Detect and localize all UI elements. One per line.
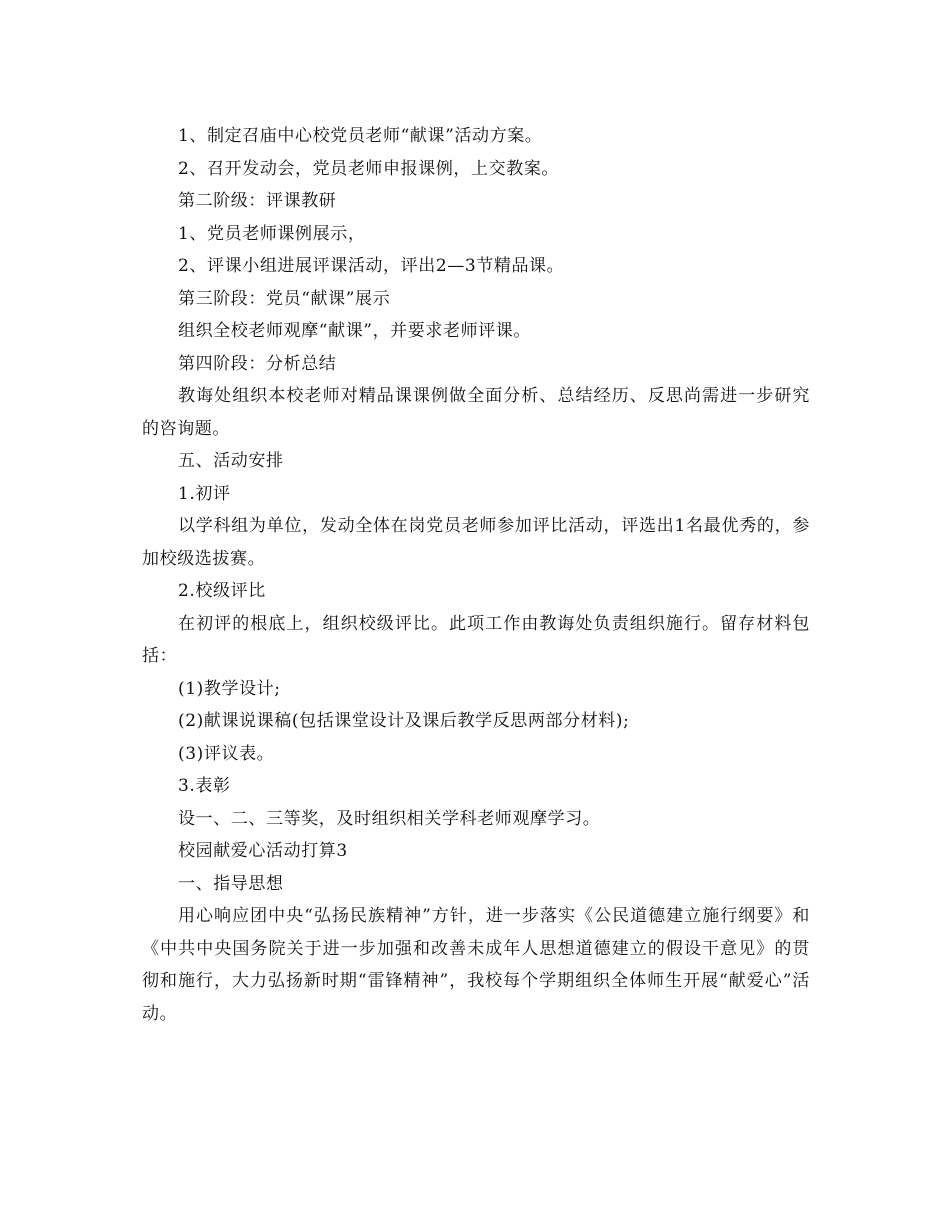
paragraph: 设一、二、三等奖，及时组织相关学科老师观摩学习。 [178, 808, 601, 829]
subsection-heading: 3.表彰 [178, 776, 231, 796]
paragraph: 1、制定召庙中心校党员老师“献课”活动方案。 [178, 126, 543, 146]
paragraph: 2、评课小组进展评课活动，评出2—3节精品课。 [178, 256, 565, 276]
document-title: 校园献爱心活动打算3 [178, 841, 348, 861]
subsection-heading: 2.校级评比 [178, 581, 266, 601]
section-heading: 第四阶段：分析总结 [178, 353, 337, 374]
paragraph: 教诲处组织本校老师对精品课课例做全面分析、总结经历、反思尚需进一步研究的咨询题。 [142, 386, 810, 439]
list-item: (3)评议表。 [178, 743, 275, 764]
section-heading: 第二阶级：评课教研 [178, 191, 337, 211]
paragraph: 组织全校老师观摩“献课”，并要求老师评课。 [178, 321, 531, 341]
section-heading: 第三阶段：党员“献课”展示 [178, 288, 391, 309]
paragraph: 用心响应团中央“弘扬民族精神”方针，进一步落实《公民道德建立施行纲要》和《中共中央国务院关于进一步加强和改善未成年人思想道德建立的假设干意见》的贯彻和施行，大力弘扬新时期“雷锋精神”，我校每个学期组织全体师生开展“献爱心”活动。 [142, 906, 810, 1024]
paragraph: 以学科组为单位，发动全体在岗党员老师参加评比活动，评选出1名最优秀的，参加校级选拔赛。 [142, 516, 810, 569]
document-body [142, 120, 810, 1030]
paragraph: 1、党员老师课例展示， [178, 223, 366, 244]
paragraph: 在初评的根底上，组织校级评比。此项工作由教诲处负责组织施行。留存材料包括： [142, 613, 810, 666]
list-item: (2)献课说课稿(包括课堂设计及课后教学反思两部分材料); [178, 711, 630, 731]
subsection-heading: 1.初评 [178, 483, 231, 504]
section-heading: 五、活动安排 [178, 451, 284, 471]
paragraph: 2、召开发动会，党员老师申报课例，上交教案。 [178, 158, 560, 179]
section-heading: 一、指导思想 [178, 873, 284, 894]
list-item: (1)教学设计; [178, 678, 281, 699]
